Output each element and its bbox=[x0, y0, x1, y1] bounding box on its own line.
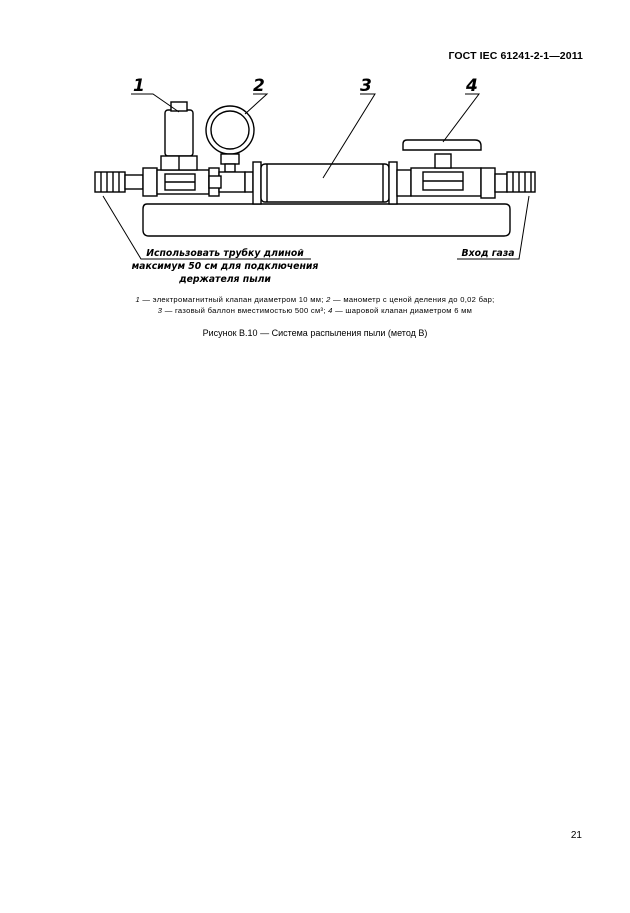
legend-text-4: — шаровой клапан диаметром 6 мм bbox=[332, 306, 473, 315]
legend-num-3: 3 bbox=[157, 306, 163, 315]
gas-cylinder bbox=[261, 164, 389, 202]
callout-4: 4 bbox=[466, 76, 478, 96]
legend-num-1: 1 bbox=[135, 295, 140, 304]
solenoid-valve bbox=[161, 102, 197, 170]
legend-num-2: 2 bbox=[326, 295, 331, 304]
leader-2 bbox=[245, 94, 267, 114]
legend-text-1: — электромагнитный клапан диаметром 10 мм; bbox=[139, 295, 327, 304]
right-hose-barb bbox=[495, 172, 535, 192]
callout-2: 2 bbox=[253, 76, 265, 96]
callout-3: 3 bbox=[360, 76, 372, 96]
note-right: Вход газа bbox=[461, 248, 515, 259]
figure-drawing bbox=[85, 72, 555, 294]
ball-valve bbox=[397, 140, 495, 198]
callout-1: 1 bbox=[133, 76, 145, 96]
dust-spray-system-figure bbox=[85, 72, 555, 294]
leader-4 bbox=[443, 94, 479, 142]
legend-num-4: 4 bbox=[328, 306, 333, 315]
left-hose-barb bbox=[95, 172, 143, 192]
legend-line-2 bbox=[60, 305, 570, 316]
page-number: 21 bbox=[570, 830, 582, 841]
note-left-line-2: максимум 50 см для подключения bbox=[131, 261, 319, 272]
figure-legend bbox=[60, 294, 570, 316]
legend-text-2: — манометр с ценой деления до 0,02 бар; bbox=[330, 295, 495, 304]
valve-body-left bbox=[143, 168, 219, 196]
legend-text-3: — газовый баллон вместимостью 500 см³; bbox=[162, 306, 329, 315]
legend-line-1 bbox=[60, 294, 570, 305]
standard-header: ГОСТ IEC 61241-2-1—2011 bbox=[448, 50, 583, 62]
base-platform bbox=[143, 204, 510, 236]
figure-caption: Рисунок В.10 — Система распыления пыли (метод В) bbox=[202, 328, 428, 338]
note-left-line-3: держателя пыли bbox=[179, 274, 271, 285]
note-left-line-1: Использовать трубку длиной bbox=[146, 248, 304, 259]
